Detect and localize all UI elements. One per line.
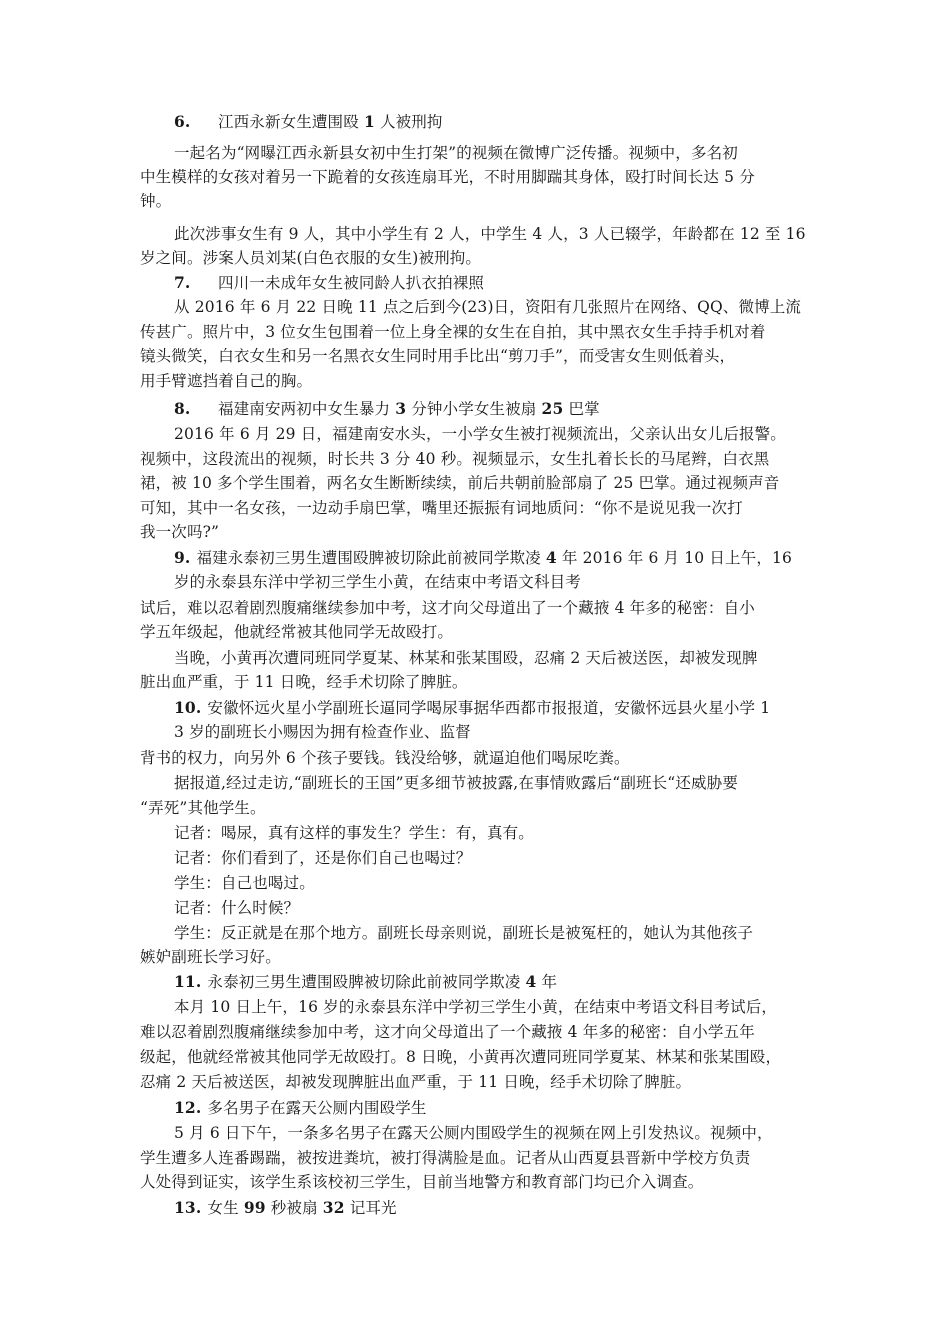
paragraph-line: 学五年级起，他就经常被其他同学无故殴打。 bbox=[140, 623, 454, 641]
dialogue-line: 记者：喝尿，真有这样的事发生？学生：有，真有。 bbox=[174, 824, 534, 842]
paragraph-line: 据报道,经过走访,“副班长的王国”更多细节被披露,在事情败露后“副班长“还威胁要 bbox=[174, 774, 738, 792]
section-number: 11. bbox=[174, 972, 202, 991]
paragraph-line: 5 月 6 日下午，一条多名男子在露天公厕内围殴学生的视频在网上引发热议。视频中， bbox=[174, 1124, 773, 1142]
section-8-heading: 8. 福建南安两初中女生暴力 3 分钟小学女生被扇 25 巴掌 bbox=[174, 397, 600, 421]
paragraph-line: 视频中，这段流出的视频，时长共 3 分 40 秒。视频显示，女生扎着长长的马尾辫，白衣黑 bbox=[140, 450, 770, 468]
paragraph-line: 学生遭多人连番踢踹，被按进粪坑，被打得满脸是血。记者从山西夏县晋新中学校方负责 bbox=[140, 1149, 751, 1167]
section-number: 7. bbox=[174, 273, 191, 292]
paragraph-line: 用手臂遮挡着自己的胸。 bbox=[140, 372, 313, 390]
dialogue-line: 嫉妒副班长学习好。 bbox=[140, 948, 281, 966]
section-13-heading: 13. 女生 99 秒被扇 32 记耳光 bbox=[174, 1198, 397, 1217]
paragraph-line: 岁之间。涉案人员刘某(白色衣服的女生)被刑拘。 bbox=[140, 249, 482, 267]
paragraph-line: 级起，他就经常被其他同学无故殴打。8 日晚，小黄再次遭同班同学夏某、林某和张某围殴， bbox=[140, 1048, 782, 1066]
section-6-heading: 6. 江西永新女生遭围殴 1 人被刑拘 bbox=[174, 110, 443, 134]
paragraph-line: “弄死”其他学生。 bbox=[140, 799, 266, 817]
section-10-heading: 10. 安徽怀远火星小学副班长逼同学喝尿事据华西都市报报道，安徽怀远县火星小学 1 bbox=[174, 698, 771, 717]
paragraph-line: 当晚，小黄再次遭同班同学夏某、林某和张某围殴，忍痛 2 天后被送医，却被发现脾 bbox=[174, 649, 758, 667]
section-11-heading: 11. 永泰初三男生遭围殴脾被切除此前被同学欺凌 4 年 bbox=[174, 972, 558, 991]
paragraph-line: 传甚广。照片中，3 位女生包围着一位上身全裸的女生在自拍，其中黑衣女生手持手机对着 bbox=[140, 323, 766, 341]
paragraph-line: 从 2016 年 6 月 22 日晚 11 点之后到今(23)日，资阳有几张照片在网络、QQ、微博上流 bbox=[174, 298, 802, 316]
section-number: 12. bbox=[174, 1098, 202, 1117]
paragraph-line: 钟。 bbox=[140, 192, 172, 210]
paragraph-line: 人处得到证实，该学生系该校初三学生，目前当地警方和教育部门均已介入调查。 bbox=[140, 1173, 704, 1191]
paragraph-line: 镜头微笑，白衣女生和另一名黑衣女生同时用手比出“剪刀手”，而受害女生则低着头， bbox=[140, 347, 736, 365]
paragraph-line: 试后，难以忍着剧烈腹痛继续参加中考，这才向父母道出了一个藏掖 4 年多的秘密：自小 bbox=[140, 599, 755, 617]
dialogue-line: 记者：你们看到了，还是你们自己也喝过？ bbox=[174, 849, 472, 867]
paragraph-line: 可知，其中一名女孩，一边动手扇巴掌，嘴里还振振有词地质问：“你不是说见我一次打 bbox=[140, 499, 743, 517]
paragraph-line: 此次涉事女生有 9 人，其中小学生有 2 人，中学生 4 人，3 人已辍学，年龄都在 12 至 16 bbox=[174, 225, 806, 243]
section-number: 9. bbox=[174, 548, 191, 567]
paragraph-line: 2016 年 6 月 29 日，福建南安水头，一小学女生被打视频流出，父亲认出女儿后报警。 bbox=[174, 425, 786, 443]
dialogue-line: 记者：什么时候？ bbox=[174, 899, 300, 917]
section-9-heading: 9. 福建永泰初三男生遭围殴脾被切除此前被同学欺凌 4 年 2016 年 6 月 10 日上午，16 bbox=[174, 548, 793, 567]
paragraph-line: 裙，被 10 多个学生围着，两名女生断断续续，前后共朝前脸部扇了 25 巴掌。通过视频声音 bbox=[140, 474, 780, 492]
section-number: 6. bbox=[174, 112, 191, 131]
paragraph-line: 脏出血严重，于 11 日晚，经手术切除了脾脏。 bbox=[140, 673, 468, 691]
paragraph-line: 中生模样的女孩对着另一下跪着的女孩连扇耳光，不时用脚踹其身体，殴打时间长达 5 分 bbox=[140, 168, 755, 186]
paragraph-line: 忍痛 2 天后被送医，却被发现脾脏出血严重，于 11 日晚，经手术切除了脾脏。 bbox=[140, 1073, 692, 1091]
paragraph-line: 我一次吗?” bbox=[140, 523, 220, 541]
section-number: 8. bbox=[174, 399, 191, 418]
section-12-heading: 12. 多名男子在露天公厕内围殴学生 bbox=[174, 1098, 427, 1117]
paragraph-line: 背书的权力，向另外 6 个孩子要钱。钱没给够，就逼迫他们喝尿吃粪。 bbox=[140, 749, 630, 767]
dialogue-line: 学生：反正就是在那个地方。副班长母亲则说，副班长是被冤枉的，她认为其他孩子 bbox=[174, 924, 754, 942]
paragraph-line: 本月 10 日上午，16 岁的永泰县东洋中学初三学生小黄，在结束中考语文科目考试后， bbox=[174, 998, 778, 1016]
section-number: 13. bbox=[174, 1198, 202, 1217]
paragraph-line: 一起名为“网曝江西永新县女初中生打架”的视频在微博广泛传播。视频中，多名初 bbox=[174, 144, 738, 162]
paragraph-line: 岁的永泰县东洋中学初三学生小黄，在结束中考语文科目考 bbox=[174, 573, 581, 591]
section-number: 10. bbox=[174, 698, 202, 717]
section-7-heading: 7. 四川一未成年女生被同龄人扒衣拍裸照 bbox=[174, 271, 484, 295]
paragraph-line: 难以忍着剧烈腹痛继续参加中考，这才向父母道出了一个藏掖 4 年多的秘密：自小学五年 bbox=[140, 1023, 755, 1041]
dialogue-line: 学生：自己也喝过。 bbox=[174, 874, 315, 892]
paragraph-line: 3 岁的副班长小赐因为拥有检查作业、监督 bbox=[174, 723, 471, 741]
